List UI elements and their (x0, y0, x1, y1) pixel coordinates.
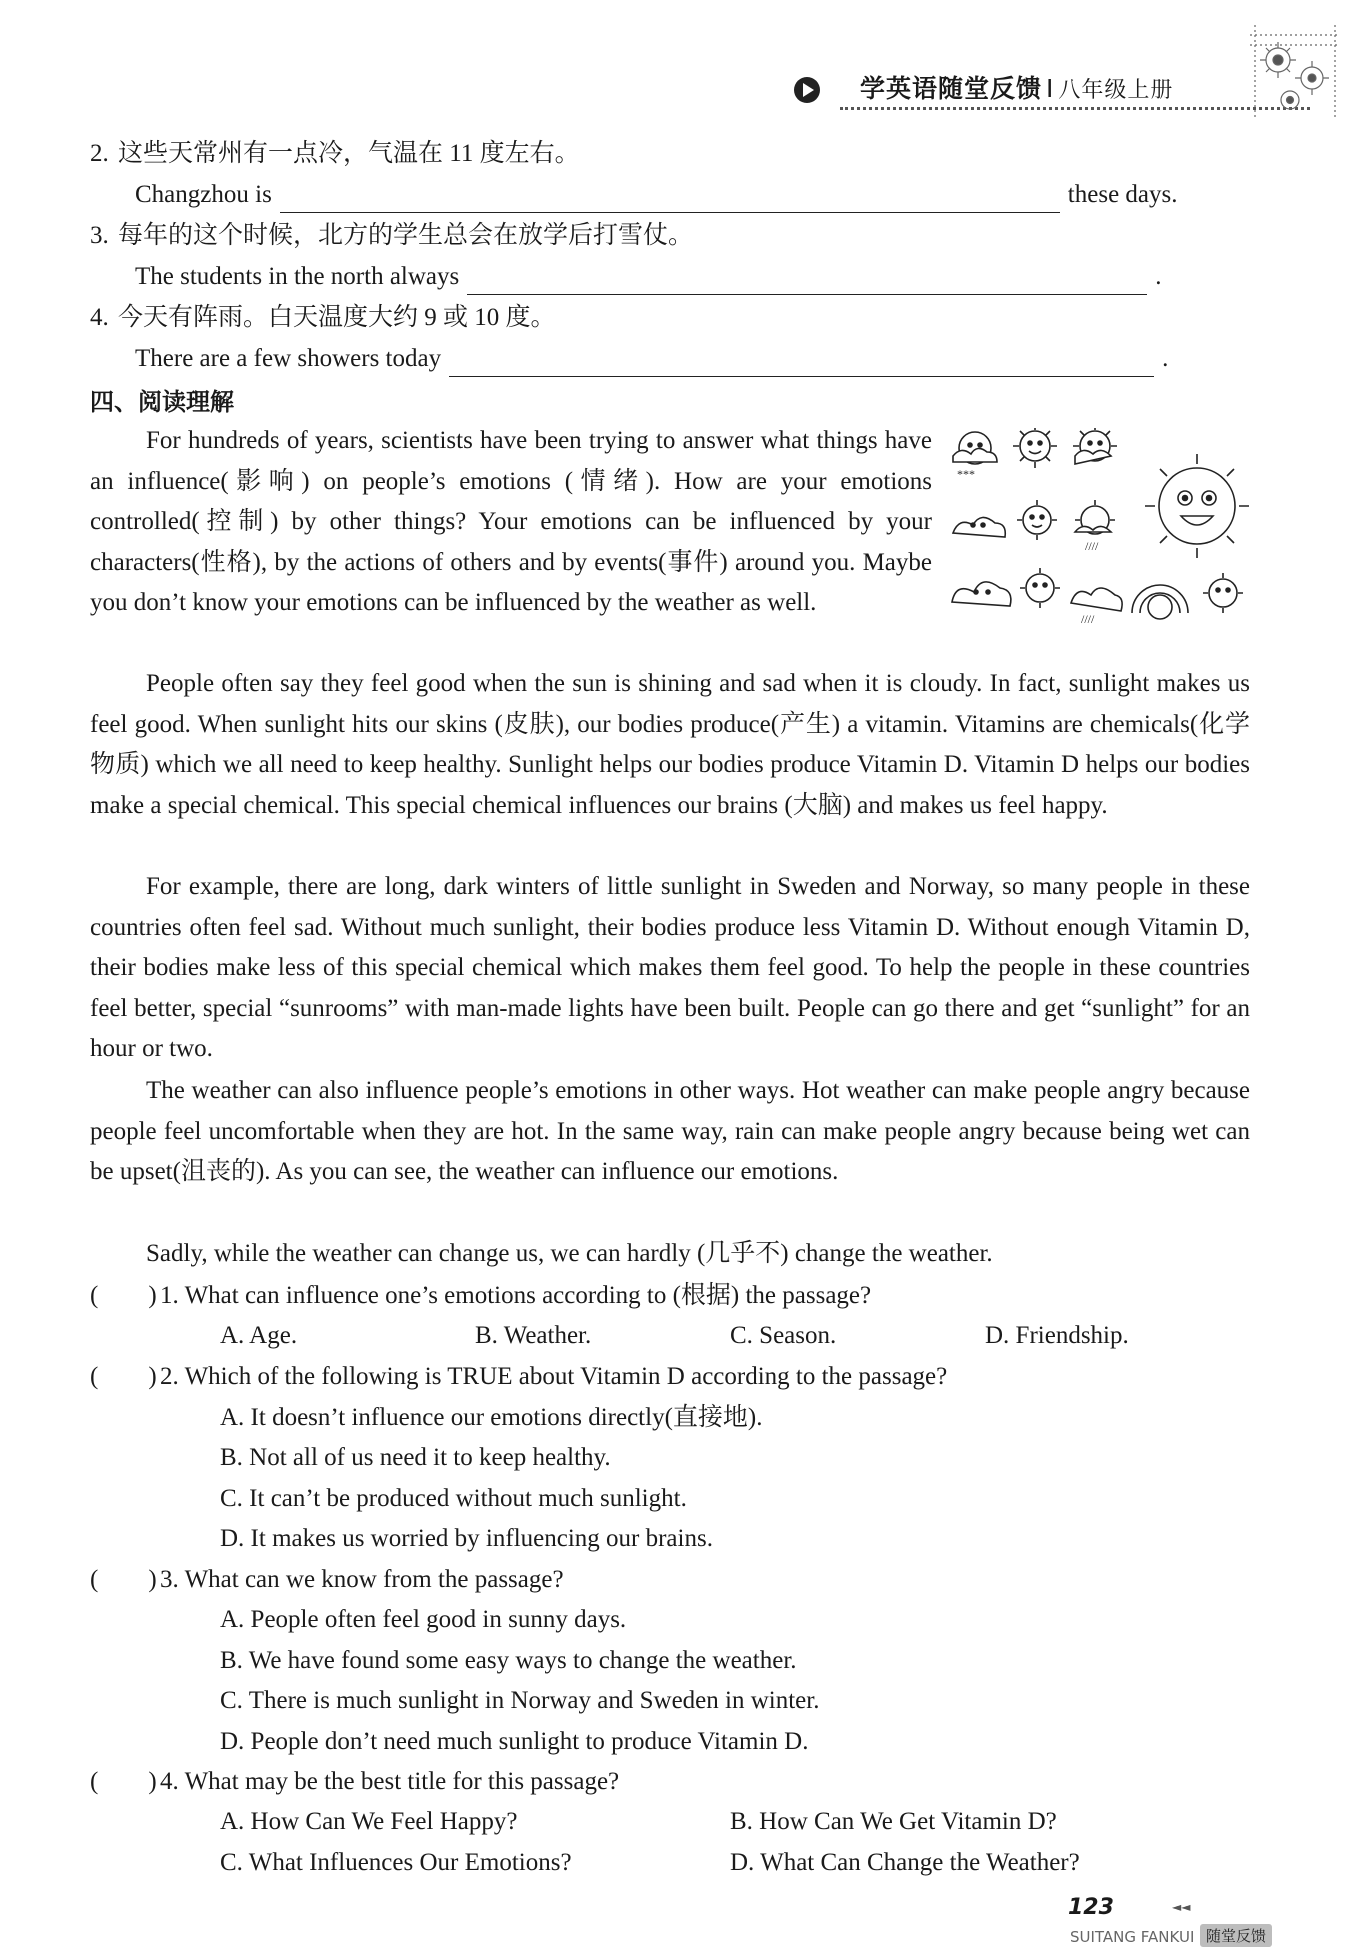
answer-paren-2[interactable]: ( ) (90, 1363, 157, 1390)
q4-option-a: A. How Can We Feel Happy? (220, 1808, 518, 1835)
weather-faces-illustration (945, 428, 1255, 658)
q4-option-b: B. How Can We Get Vitamin D? (730, 1808, 1057, 1835)
q3-option-d: D. People don’t need much sunlight to produce Vitamin D. (220, 1728, 809, 1755)
passage-paragraph-4: The weather can also influence people’s emotions in other ways. Hot weather can make people angry because people feel uncomfortable when they are hot. In the same way, rain can make people angry because being wet can be upset(沮丧的). As you can see, the weather can influence our emotions. (90, 1077, 1250, 1185)
question-3: ( ) 3. What can we know from the passage? (90, 1562, 564, 1598)
q1-option-a: A. Age. (220, 1322, 298, 1349)
q1-option-b: B. Weather. (475, 1322, 592, 1349)
item-3-chinese: 3. 每年的这个时候，北方的学生总会在放学后打雪仗。 (90, 222, 694, 249)
answer-paren-4[interactable]: ( ) (90, 1768, 157, 1795)
q2-option-c: C. It can’t be produced without much sunlight. (220, 1485, 687, 1512)
svg-text:***: *** (957, 467, 975, 481)
item-2-chinese: 2. 这些天常州有一点冷，气温在 11 度左右。 (90, 140, 580, 167)
q3-option-b: B. We have found some easy ways to change the weather. (220, 1647, 797, 1674)
question-1: ( ) 1. What can influence one’s emotions according to (根据) the passage? (90, 1278, 871, 1314)
rewind-arrows-icon: ◄◄ (1172, 1900, 1191, 1914)
answer-paren-1[interactable]: ( ) (90, 1282, 157, 1309)
footer-tag: 随堂反馈 (1200, 1924, 1272, 1947)
answer-blank-2[interactable] (280, 186, 1060, 213)
answer-blank-4[interactable] (449, 350, 1154, 377)
item-3-english: The students in the north always . (135, 259, 1162, 295)
answer-paren-3[interactable]: ( ) (90, 1566, 157, 1593)
answer-blank-3[interactable] (467, 268, 1147, 295)
q2-option-a: A. It doesn’t influence our emotions directly(直接地). (220, 1404, 763, 1431)
item-4-english: There are a few showers today . (135, 341, 1168, 377)
svg-text:////: //// (1081, 612, 1095, 626)
passage-paragraph-3: For example, there are long, dark winters of little sunlight in Sweden and Norway, so many people in these countries often feel sad. Without much sunlight, their bodies produce less Vitamin D. Without enough Vitamin D, their bodies make less of this special chemical which makes them feel good. To help the people in these countries feel better, special “sunrooms” with man-made lights have been built. People can go there and get “sunlight” for an hour or two. (90, 873, 1250, 1062)
q1-option-d: D. Friendship. (985, 1322, 1129, 1349)
page-number: 123 (1068, 1895, 1114, 1920)
svg-text:////: //// (1085, 539, 1099, 553)
q1-option-c: C. Season. (730, 1322, 837, 1349)
passage-paragraph-1: For hundreds of years, scientists have been trying to answer what things have an influence(影响) on people’s emotions (情绪). How are your emotions controlled(控制) by other things? Your emotions can be influenced by your characters(性格), by the actions of others and by events(事件) around you. Maybe you don’t know your emotions can be influenced by the weather as well. (90, 427, 932, 616)
section-title: 四、阅读理解 (90, 388, 234, 416)
footer-brand: SUITANG FANKUI (1070, 1928, 1195, 1946)
question-2: ( ) 2. Which of the following is TRUE about Vitamin D according to the passage? (90, 1359, 947, 1395)
page-header (770, 55, 1330, 125)
item-4-chinese: 4. 今天有阵雨。白天温度大约 9 或 10 度。 (90, 304, 556, 331)
play-icon (792, 75, 822, 105)
q4-option-d: D. What Can Change the Weather? (730, 1849, 1080, 1876)
passage-paragraph-5: Sadly, while the weather can change us, we can hardly (几乎不) change the weather. (146, 1240, 993, 1267)
question-4: ( ) 4. What may be the best title for this passage? (90, 1764, 619, 1800)
sunflower-decoration-icon (1240, 20, 1350, 130)
book-title: 学英语随堂反馈 I 八年级上册 (860, 74, 1174, 103)
passage-paragraph-2: People often say they feel good when the sun is shining and sad when it is cloudy. In fact, sunlight makes us feel good. When sunlight hits our skins (皮肤), our bodies produce(产生) a vitamin. Vitamins are chemicals(化学物质) which we all need to keep healthy. Sunlight helps our bodies produce Vitamin D. Vitamin D helps our bodies make a special chemical. This special chemical influences our brains (大脑) and makes us feel happy. (90, 670, 1250, 819)
q2-option-d: D. It makes us worried by influencing our brains. (220, 1525, 713, 1552)
q3-option-a: A. People often feel good in sunny days. (220, 1606, 627, 1633)
q4-option-c: C. What Influences Our Emotions? (220, 1849, 572, 1876)
item-2-english: Changzhou is these days. (135, 177, 1178, 213)
q3-option-c: C. There is much sunlight in Norway and Sweden in winter. (220, 1687, 820, 1714)
q2-option-b: B. Not all of us need it to keep healthy. (220, 1444, 611, 1471)
